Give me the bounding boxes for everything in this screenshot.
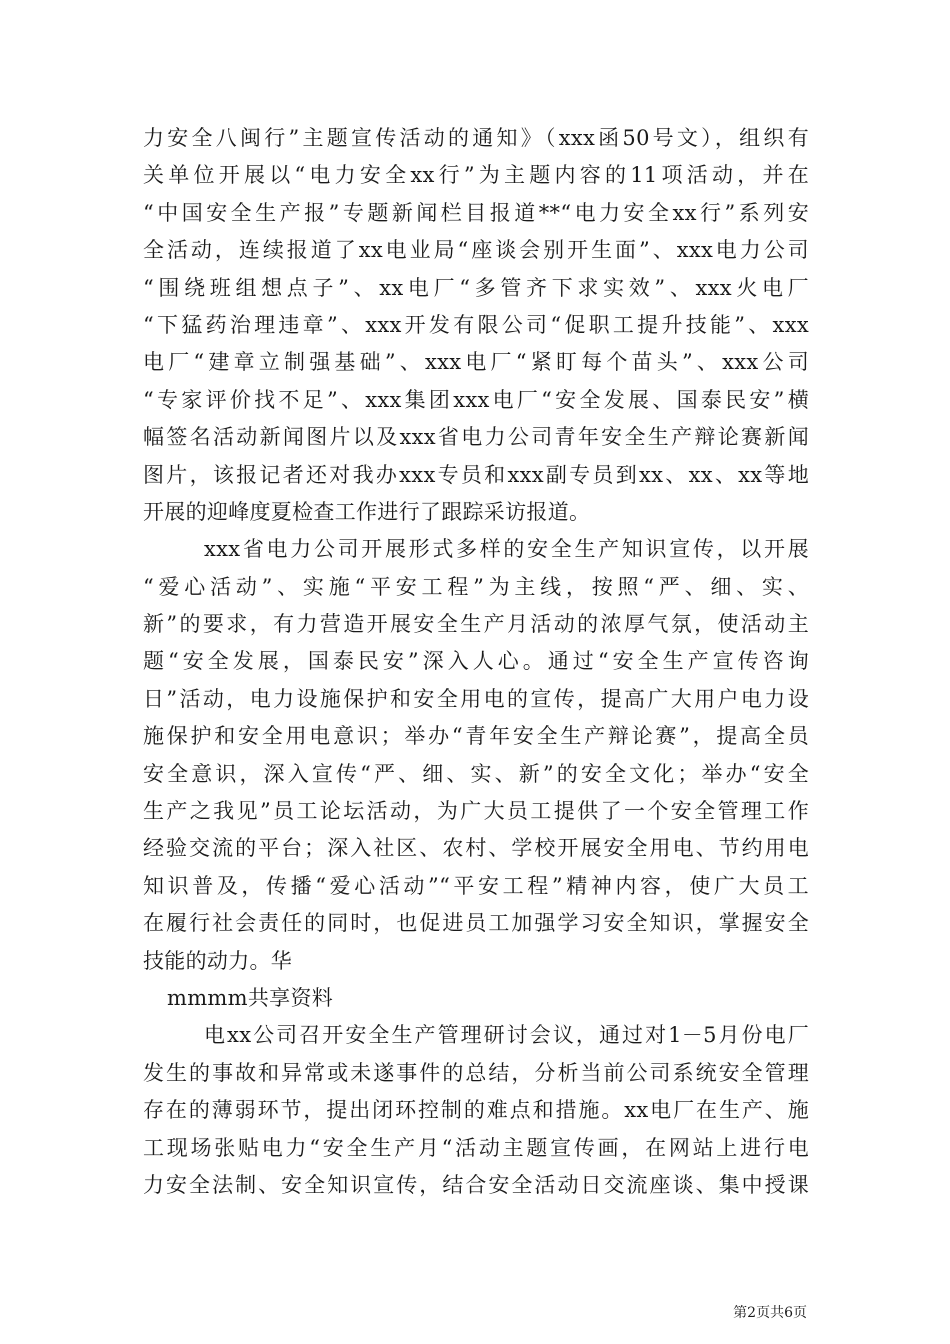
text-line: 新”的要求，有力营造开展安全生产月活动的浓厚气氛，使活动主 — [143, 612, 809, 637]
text-line: 题“安全发展，国泰民安”深入人心。通过“安全生产宣传咨询 — [143, 649, 809, 674]
text-line: 技能的动力。华 — [143, 948, 293, 973]
paragraph-start-line: xxx省电力公司开展形式多样的安全生产知识宣传，以开展 — [204, 537, 809, 562]
text-line: “下猛药治理违章”、xxx开发有限公司“促职工提升技能”、xxx — [143, 312, 809, 337]
text-line: 日”活动，电力设施保护和安全用电的宣传，提高广大用户电力设 — [143, 686, 809, 711]
shared-material-line: mmmm共享资料 — [167, 985, 334, 1010]
text-line: 电厂“建章立制强基础”、xxx电厂“紧盯每个苗头”、xxx公司 — [143, 350, 809, 375]
paragraph-start-line: 电xx公司召开安全生产管理研讨会议，通过对1－5月份电厂 — [204, 1023, 809, 1048]
text-line: 开展的迎峰度夏检查工作进行了跟踪采访报道。 — [143, 499, 591, 524]
text-line: 图片，该报记者还对我办xxx专员和xxx副专员到xx、xx、xx等地 — [143, 462, 809, 487]
text-line: 全活动，连续报道了xx电业局“座谈会别开生面”、xxx电力公司 — [143, 238, 809, 263]
text-line: 知识普及，传播“爱心活动”“平安工程”精神内容，使广大员工 — [143, 873, 809, 898]
text-line: 工现场张贴电力“安全生产月“活动主题宣传画，在网站上进行电 — [143, 1135, 809, 1160]
text-line: 施保护和安全用电意识；举办“青年安全生产辩论赛”，提高全员 — [143, 724, 809, 749]
body-text — [143, 120, 809, 1204]
text-line: “爱心活动”、实施“平安工程”为主线，按照“严、细、实、 — [143, 574, 809, 599]
text-line: “中国安全生产报”专题新闻栏目报道**“电力安全xx行”系列安 — [143, 200, 809, 225]
text-line: 生产之我见”员工论坛活动，为广大员工提供了一个安全管理工作 — [143, 799, 809, 824]
text-line: 发生的事故和异常或未遂事件的总结，分析当前公司系统安全管理 — [143, 1060, 809, 1085]
text-line: “围绕班组想点子”、xx电厂“多管齐下求实效”、xxx火电厂 — [143, 275, 809, 300]
text-line: 幅签名活动新闻图片以及xxx省电力公司青年安全生产辩论赛新闻 — [143, 425, 809, 450]
text-line: “专家评价找不足”、xxx集团xxx电厂“安全发展、国泰民安”横 — [143, 387, 809, 412]
text-line: 经验交流的平台；深入社区、农村、学校开展安全用电、节约用电 — [143, 836, 809, 861]
page-number-footer: 第2页共6页 — [733, 1305, 807, 1321]
text-line: 在履行社会责任的同时，也促进员工加强学习安全知识，掌握安全 — [143, 911, 809, 936]
text-line: 关单位开展以“电力安全xx行”为主题内容的11项活动，并在 — [143, 163, 809, 188]
text-line: 安全意识，深入宣传“严、细、实、新”的安全文化；举办“安全 — [143, 761, 809, 786]
text-line: 力安全八闽行”主题宣传活动的通知》（xxx函50号文），组织有 — [143, 126, 809, 150]
text-line: 力安全法制、安全知识宣传，结合安全活动日交流座谈、集中授课 — [143, 1172, 809, 1197]
text-line: 存在的薄弱环节，提出闭环控制的难点和措施。xx电厂在生产、施 — [143, 1098, 809, 1123]
